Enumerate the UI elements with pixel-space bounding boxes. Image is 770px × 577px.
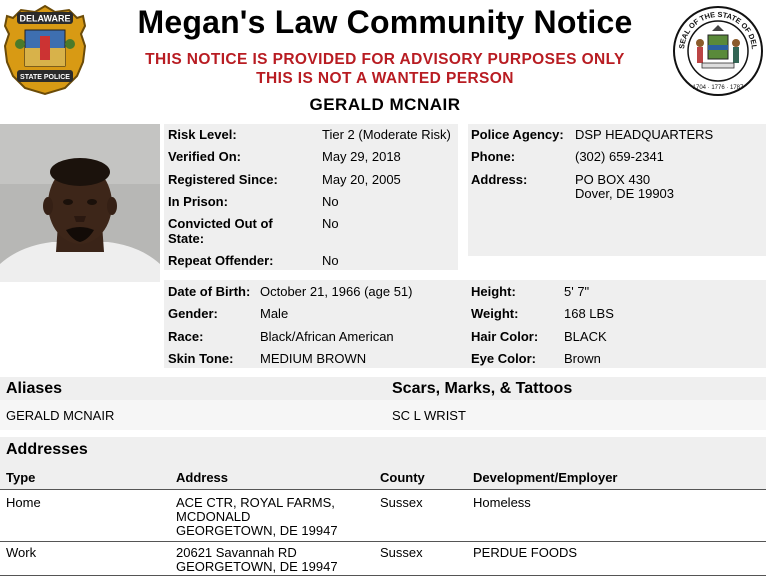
address-line: GEORGETOWN, DE 19947 xyxy=(176,523,338,538)
height-value: 5' 7" xyxy=(564,284,590,299)
height-label: Height: xyxy=(471,284,516,299)
address-employer: Homeless xyxy=(473,495,531,510)
address-employer: PERDUE FOODS xyxy=(473,545,578,560)
in-prison-value: No xyxy=(322,194,339,209)
phone-label: Phone: xyxy=(471,149,516,164)
verified-on-label: Verified On: xyxy=(168,149,241,164)
skin-tone-label: Skin Tone: xyxy=(168,351,234,366)
eye-color-label: Eye Color: xyxy=(471,351,537,366)
offender-name: GERALD MCNAIR xyxy=(309,95,461,114)
convicted-out-of-state-label-line2: State: xyxy=(168,231,205,246)
advisory-notice: THIS NOTICE IS PROVIDED FOR ADVISORY PURPOSES ONLY xyxy=(145,51,625,68)
race-label: Race: xyxy=(168,329,204,344)
police-agency-label: Police Agency: xyxy=(471,127,564,142)
phone-value: (302) 659-2341 xyxy=(575,149,664,164)
seal-years: 1704 · 1776 · 1787 xyxy=(692,85,744,91)
state-police-badge-logo xyxy=(3,4,87,96)
seal-text: SEAL OF THE STATE OF DEL xyxy=(677,9,759,50)
aliases-body xyxy=(0,400,766,430)
hair-color-label: Hair Color: xyxy=(471,329,539,344)
great-seal-of-delaware-logo xyxy=(672,5,764,97)
table-divider xyxy=(0,489,766,490)
hair-color-value: BLACK xyxy=(564,329,607,344)
convicted-out-of-state-value: No xyxy=(322,216,339,231)
column-header-address: Address xyxy=(176,470,229,485)
scar-item: SC L WRIST xyxy=(392,408,466,423)
gender-value: Male xyxy=(260,306,289,321)
offender-photo xyxy=(0,124,160,282)
in-prison-label: In Prison: xyxy=(168,194,228,209)
alias-item: GERALD MCNAIR xyxy=(6,408,115,423)
weight-value: 168 LBS xyxy=(564,306,614,321)
gender-label: Gender: xyxy=(168,306,218,321)
agency-address-label: Address: xyxy=(471,172,528,187)
badge-text-bottom: STATE POLICE xyxy=(20,74,70,81)
race-value: Black/African American xyxy=(260,329,394,344)
dob-value: October 21, 1966 (age 51) xyxy=(260,284,413,299)
registered-since-label: Registered Since: xyxy=(168,172,278,187)
page-title: Megan's Law Community Notice xyxy=(137,4,633,40)
verified-on-value: May 29, 2018 xyxy=(322,149,401,164)
not-wanted-notice: THIS IS NOT A WANTED PERSON xyxy=(256,70,514,87)
address-type: Home xyxy=(6,495,41,510)
column-header-type: Type xyxy=(6,470,36,485)
address-line: 20621 Savannah RD xyxy=(176,545,297,560)
table-divider xyxy=(0,541,766,542)
aliases-title: Aliases xyxy=(6,380,63,397)
address-county: Sussex xyxy=(380,495,423,510)
agency-address-line1: PO BOX 430 xyxy=(575,172,651,187)
registered-since-value: May 20, 2005 xyxy=(322,172,401,187)
risk-level-label: Risk Level: xyxy=(168,127,237,142)
address-line: ACE CTR, ROYAL FARMS, xyxy=(176,495,335,510)
address-line: GEORGETOWN, DE 19947 xyxy=(176,559,338,574)
addresses-title: Addresses xyxy=(6,441,88,458)
physical-description-panel xyxy=(164,280,766,368)
address-line: MCDONALD xyxy=(176,509,251,524)
convicted-out-of-state-label-line1: Convicted Out of xyxy=(168,216,273,231)
repeat-offender-label: Repeat Offender: xyxy=(168,253,274,268)
badge-text-top: DELAWARE xyxy=(19,13,71,24)
police-agency-value: DSP HEADQUARTERS xyxy=(575,127,714,142)
address-county: Sussex xyxy=(380,545,423,560)
aliases-header-bar xyxy=(0,377,766,400)
column-header-employer: Development/Employer xyxy=(473,470,618,485)
risk-level-value: Tier 2 (Moderate Risk) xyxy=(322,127,451,142)
address-type: Work xyxy=(6,545,37,560)
table-divider xyxy=(0,575,766,576)
repeat-offender-value: No xyxy=(322,253,339,268)
scars-title: Scars, Marks, & Tattoos xyxy=(392,380,573,397)
column-header-county: County xyxy=(380,470,425,485)
agency-address-line2: Dover, DE 19903 xyxy=(575,186,675,201)
dob-label: Date of Birth: xyxy=(168,284,251,299)
eye-color-value: Brown xyxy=(564,351,601,366)
weight-label: Weight: xyxy=(471,306,519,321)
skin-tone-value: MEDIUM BROWN xyxy=(260,351,367,366)
